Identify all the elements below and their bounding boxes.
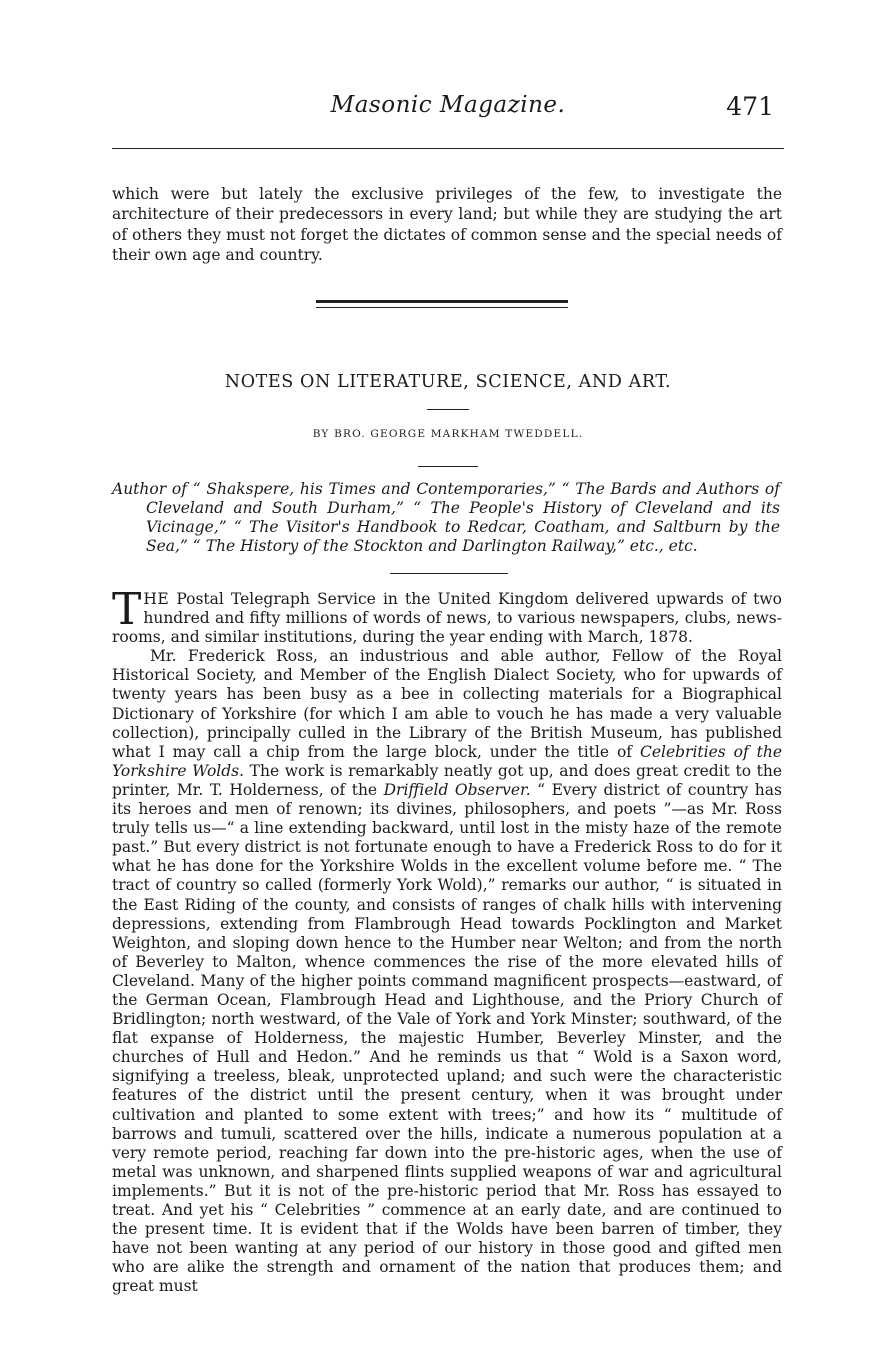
divider-thick-line bbox=[316, 300, 568, 303]
page-number: 471 bbox=[726, 92, 774, 121]
paragraph-2-text-a: Mr. Frederick Ross, an industrious and able author, Fellow of the Royal Historical Society, and Member of the English Dialect Society, who for upwards of twenty years has been busy as a bee in collecting materials for a Biographical Dictionary of Yorkshire (for which I am able to vouch he has made a very valuable collection), principally culled in the Library of the British Museum, has published what I may call a chip from the large block, under the title of bbox=[112, 647, 782, 761]
title-rule bbox=[427, 409, 469, 410]
header-rule bbox=[112, 148, 784, 149]
article-byline: BY BRO. GEORGE MARKHAM TWEDDELL. bbox=[312, 428, 584, 440]
author-note-rule bbox=[390, 573, 508, 574]
running-head bbox=[112, 84, 784, 124]
section-divider bbox=[316, 300, 568, 308]
paragraph-2-text-b: The work is remarkably neatly got up, and does great credit to the printer, Mr. T. Holderness, of the bbox=[112, 761, 782, 799]
continuation-paragraph: which were but lately the exclusive privileges of the few, to investigate the architecture of their predecessors in every land; but while they are studying the art of others they must not forget the dictates of common sense and the special needs of their own age and country. bbox=[112, 185, 782, 265]
divider-thin-line bbox=[316, 307, 568, 308]
paragraph-2-text-c: “ Every district of country has its heroes and men of renown; its divines, philosophers, and poets ”—as Mr. Ross truly tells us—“ a line extending backward, until lost in the misty haze of the remote past.” But every district is not fortunate enough to have a Frederick Ross to do for it what he has done for the Yorkshire Wolds in the excellent volume before me. “ The tract of country so called (formerly York Wold),” remarks our author, “ is situated in the East Riding of the county, and consists of ranges of chalk hills with intervening depressions, extending from Flambrough Head towards Pocklington and Market Weighton, and sloping down hence to the Humber near Welton; and from the north of Beverley to Malton, whence commences the rise of the more elevated hills of Cleveland. Many of the higher points command magnificent prospects—eastward, of the German Ocean, Flambrough Head and Lighthouse, and the Priory Church of Bridlington; north westward, of the Vale of York and York Minster; southward, of the flat expanse of Holderness, the majestic Humber, Beverley Minster, and the churches of Hull and Hedon.” And he reminds us that “ Wold is a Saxon word, signifying a treeless, bleak, unprotected upland; and such were the characteristic features of the district until the present century, when it was brought under cultivation and planted to some extent with trees;” and how its “ multitude of barrows and tumuli, scattered over the hills, indicate a numerous population at a very remote period, reaching far down into the pre-historic ages, when the use of metal was unknown, and sharpened flints supplied weapons of war and agricultural implements.” But it is not of the pre-historic period that Mr. Ross has essayed to treat. And yet his “ Celebrities ” commence at an early date, and are continued to the present time. It is evident that if the Wolds have been barren of timber, they have not been wanting at any period of our history in those good and gifted men who are alike the strength and ornament of the nation that produces them; and great must bbox=[112, 780, 782, 1296]
paragraph-1-text: Postal Telegraph Service in the United Kingdom delivered upwards of two hundred and fifty millions of words of news, to various newspapers, clubs, news-rooms, and similar institutions, during the year ending with March, 1878. bbox=[112, 590, 782, 647]
paragraph-1 bbox=[112, 584, 782, 647]
byline-rule bbox=[418, 466, 478, 467]
newspaper-title: Driffield Observer. bbox=[383, 780, 531, 799]
drop-cap: T bbox=[112, 584, 142, 635]
running-title: Masonic Magazine. bbox=[330, 92, 566, 118]
article-title: NOTES ON LITERATURE, SCIENCE, AND ART. bbox=[224, 372, 672, 392]
first-word-rest: HE bbox=[143, 590, 170, 608]
book-title: Celebrities of the Yorkshire Wolds. bbox=[112, 742, 783, 780]
article-body bbox=[112, 584, 783, 1296]
paragraph-2 bbox=[112, 647, 782, 1296]
author-note: Author of “ Shakspere, his Times and Contemporaries,” “ The Bards and Authors of Cleveland and South Durham,” “ The People's History of Cleveland and its Vicinage,” “ The Visitor's Handbook to Redcar, Coatham, and Saltburn by the Sea,” “ The History of the Stockton and Darlington Railway,” etc., etc. bbox=[112, 480, 780, 555]
